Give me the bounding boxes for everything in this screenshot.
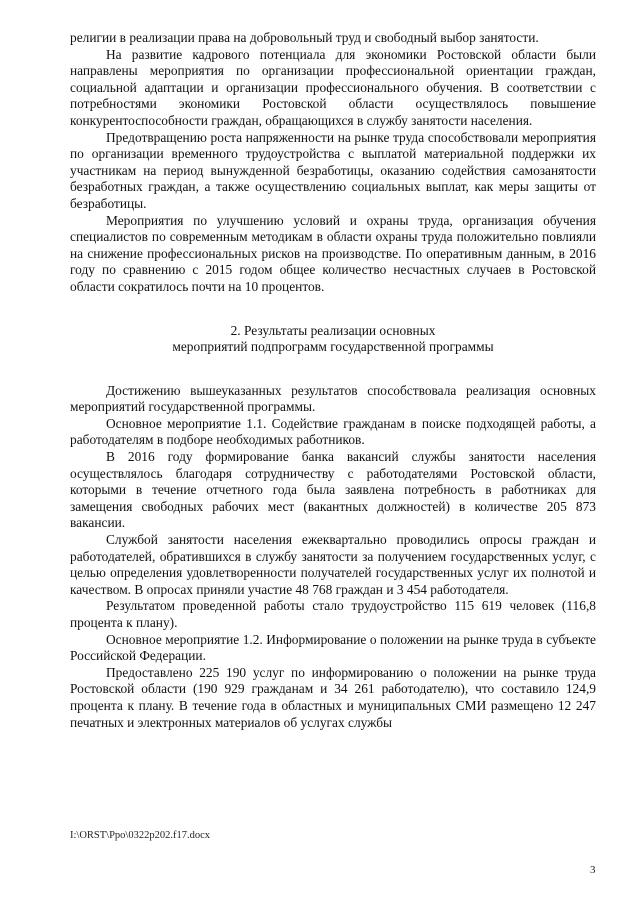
paragraph-personnel-potential: На развитие кадрового потенциала для экономики Ростовской области были направлены мероприятия по организации профессиональной ориентации граждан, социальной адаптации и организации профессионального обучения. В соответствии с потребностями экономики Ростовской области осуществлялось повышение конкурентоспособности граждан, обращающихся в службу занятости населения.: [70, 46, 596, 128]
paragraph-results-intro: Достижению вышеуказанных результатов способствовала реализация основных мероприятий государственной программы.: [70, 382, 596, 415]
paragraph-continuation: религии в реализации права на добровольный труд и свободный выбор занятости.: [70, 30, 539, 45]
paragraph-measure-1-2: Основное мероприятие 1.2. Информирование о положении на рынке труда в субъекте Российской Федерации.: [70, 631, 596, 664]
footer-file-path: I:\ORST\Ppo\0322p202.f17.docx: [70, 830, 211, 841]
paragraph-surveys: Службой занятости населения ежеквартально проводились опросы граждан и работодателей, обратившихся в службу занятости за получением государственных услуг, с целью определения удовлетворенности получателей государственных услуг их полнотой и качеством. В опросах приняли участие 48 768 граждан и 3 454 работодателя.: [70, 532, 596, 597]
section-heading-line-1: 2. Результаты реализации основных: [230, 322, 436, 338]
paragraph-vacancy-bank: В 2016 году формирование банка вакансий службы занятости населения осуществлялось благодаря сотрудничеству с работодателями Ростовской области, которыми в течение отчетного года была заявлена потребность в работниках для замещения свободных рабочих мест (вакантных должностей) в количестве 205 873 вакансии.: [70, 449, 596, 531]
section-heading: [70, 323, 596, 356]
paragraph-measure-1-1: Основное мероприятие 1.1. Содействие гражданам в поиске подходящей работы, а работодателям в подборе необходимых работников.: [70, 415, 596, 448]
section-heading-line-2: мероприятий подпрограмм государственной программы: [172, 339, 494, 355]
paragraph-informing-services: Предоставлено 225 190 услуг по информированию о положении на рынке труда Ростовской области (190 929 гражданам и 34 261 работодателю), что составило 124,9 процента к плану. В течение года в областных и муниципальных СМИ размещено 12 247 печатных и электронных материалов об услугах службы: [70, 664, 596, 730]
paragraph-employment-result: Результатом проведенной работы стало трудоустройство 115 619 человек (116,8 процента к плану).: [70, 598, 596, 630]
paragraph-labor-safety: Мероприятия по улучшению условий и охраны труда, организация обучения специалистов по современным методикам в области охраны труда положительно повлияли на снижение профессиональных рисков на производстве. По оперативным данным, в 2016 году по сравнению с 2015 годом общее количество несчастных случаев в Ростовской области сократилось почти на 10 процентов.: [70, 212, 596, 294]
paragraph-labor-market-tension: Предотвращению роста напряженности на рынке труда способствовали мероприятия по организации временного трудоустройства с выплатой материальной поддержки их участникам на период вынужденной безработицы, оказанию содействия самозанятости безработных граждан, а также осуществлению социальных выплат, как меры защиты от безработицы.: [70, 129, 596, 211]
document-page: [70, 30, 596, 731]
page-number: 3: [590, 864, 596, 876]
